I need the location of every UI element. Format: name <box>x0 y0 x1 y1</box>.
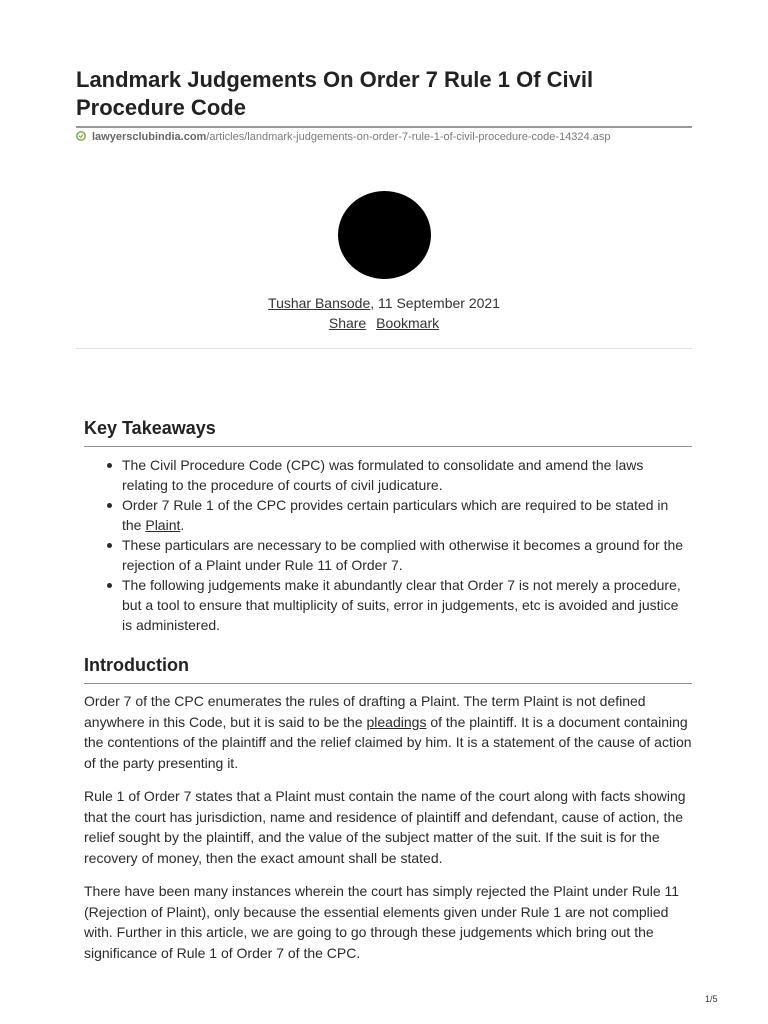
author-link[interactable]: Tushar Bansode <box>268 295 371 311</box>
source-url[interactable] <box>76 131 610 143</box>
article-actions <box>76 315 692 331</box>
intro-paragraph-1: Order 7 of the CPC enumerates the rules of drafting a Plaint. The term Plaint is not defined anywhere in this Code, but it is said to be the pleadings of the plaintiff. It is a document containing the contentions of the plaintiff and the relief claimed by him. It is a statement of the cause of action of the party presenting it. <box>84 693 692 771</box>
source-domain: lawyersclubindia.com <box>92 131 207 143</box>
page-title: Landmark Judgements On Order 7 Rule 1 Of Civil Procedure Code <box>76 67 594 120</box>
key-takeaways-divider <box>84 446 692 447</box>
byline <box>76 295 692 311</box>
header-divider <box>76 348 692 349</box>
share-link[interactable]: Share <box>328 315 367 331</box>
list-item: Order 7 Rule 1 of the CPC provides certain particulars which are required to be stated in the Plaint. <box>122 495 684 535</box>
key-takeaways-heading: Key Takeaways <box>84 418 216 438</box>
publish-date: , 11 September 2021 <box>370 295 500 311</box>
list-item: These particulars are necessary to be complied with otherwise it becomes a ground for the rejection of a Plaint under Rule 11 of Order 7. <box>122 537 684 573</box>
list-item: The Civil Procedure Code (CPC) was formulated to consolidate and amend the laws relating to the procedure of courts of civil judicature. <box>122 455 684 495</box>
introduction-divider <box>84 683 692 684</box>
bookmark-link[interactable]: Bookmark <box>376 315 440 331</box>
title-divider <box>76 126 692 128</box>
introduction-heading: Introduction <box>84 655 189 675</box>
intro-paragraph-3: There have been many instances wherein the court has simply rejected the Plaint under Rule 11 (Rejection of Plaint), only because the essential elements given under Rule 1 are not complied with. Further in this article, we are going to go through these judgements which bring out the significance of Rule 1 of Order 7 of the CPC. <box>84 883 680 961</box>
key-takeaways-list <box>84 455 684 635</box>
list-item: The following judgements make it abundantly clear that Order 7 is not merely a procedure, but a tool to ensure that multiplicity of suits, error in judgements, etc is avoided and justice is administered. <box>122 575 684 635</box>
page-number: 1/5 <box>705 994 718 1004</box>
plaint-link[interactable]: Plaint <box>145 517 181 533</box>
site-favicon-icon <box>76 131 86 141</box>
author-avatar <box>338 191 431 279</box>
intro-paragraph-2: Rule 1 of Order 7 states that a Plaint must contain the name of the court along with facts showing that the court has jurisdiction, name and residence of plaintiff and defendant, cause of action, the relief sought by the plaintiff, and the value of the subject matter of the suit. If the suit is for the recovery of money, then the exact amount shall be stated. <box>84 788 686 866</box>
pleadings-link[interactable]: pleadings <box>366 713 427 730</box>
source-path: /articles/landmark-judgements-on-order-7-rule-1-of-civil-procedure-code-14324.asp <box>206 131 611 143</box>
